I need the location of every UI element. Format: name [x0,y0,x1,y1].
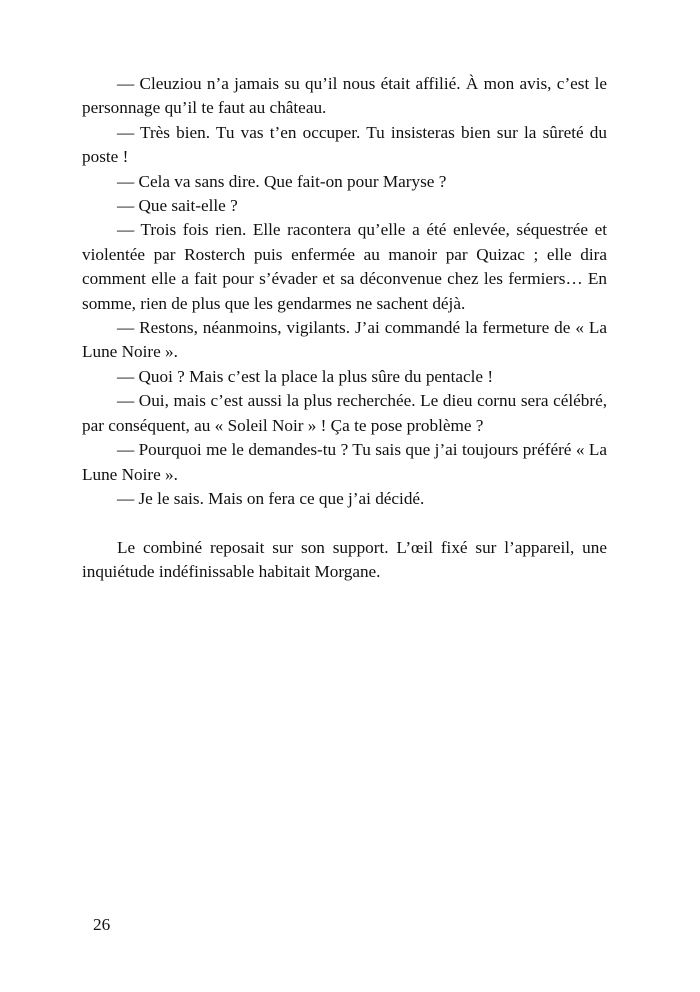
dialogue-line-7: — Quoi ? Mais c’est la place la plus sûre du pentacle ! [117,366,494,386]
page-number: 26 [93,915,111,934]
dialogue-line-2: — Très bien. Tu vas t’en occuper. Tu insisteras bien sur la sûreté du poste ! [82,122,607,167]
dialogue-line-10: — Je le sais. Mais on fera ce que j’ai décidé. [117,488,425,508]
narrative-paragraph: Le combiné reposait sur son support. L’œil fixé sur l’appareil, une inquiétude indéfinissable habitait Morgane. [82,537,607,582]
dialogue-line-8: — Oui, mais c’est aussi la plus recherchée. Le dieu cornu sera célébré, par conséquent, au « Soleil Noir » ! Ça te pose problème ? [82,391,607,435]
dialogue-line-5: — Trois fois rien. Elle racontera qu’elle a été enlevée, séquestrée et violentée par Rosterch puis enfermée au manoir par Quizac ; elle dira comment elle a fait pour s’évader et sa déconvenue chez les fermiers… En somme, rien de plus que les gendarmes ne sachent déjà. [82,220,607,313]
dialogue-line-6: — Restons, néanmoins, vigilants. J’ai commandé la fermeture de « La Lune Noire ». [82,318,607,362]
dialogue-line-9: — Pourquoi me le demandes-tu ? Tu sais que j’ai toujours préféré « La Lune Noire ». [82,440,607,484]
dialogue-line-1: — Cleuziou n’a jamais su qu’il nous était affilié. À mon avis, c’est le personnage qu’il te faut au château. [82,74,607,118]
dialogue-line-3: — Cela va sans dire. Que fait-on pour Maryse ? [117,171,447,191]
body-text [82,72,607,585]
dialogue-line-4: — Que sait-elle ? [117,196,238,216]
